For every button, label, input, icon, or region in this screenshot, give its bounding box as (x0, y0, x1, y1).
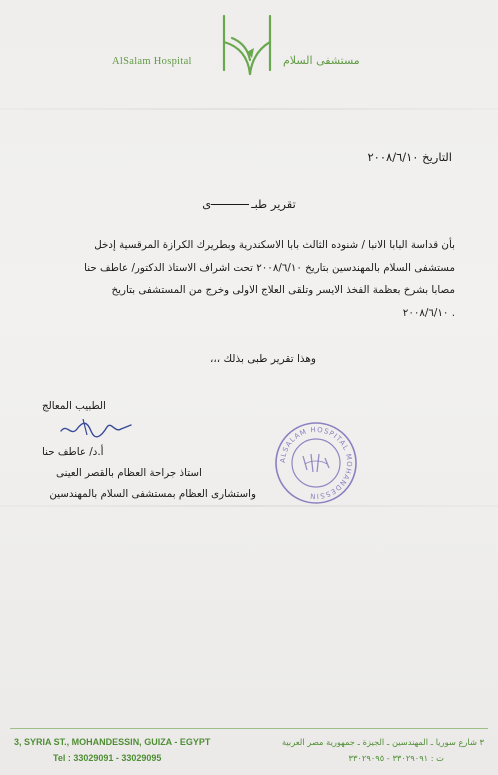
subject-text: تقرير طبـ (251, 197, 296, 211)
letter-body (40, 234, 455, 324)
hospital-name-ar: مستشفى السلام (283, 54, 360, 67)
body-line: . ٢٠٠٨/٦/١٠ (402, 306, 455, 319)
handwritten-signature (57, 413, 137, 443)
signatory-title: الطبيب المعالج (42, 400, 106, 412)
subject-tail: ى (202, 197, 212, 211)
body-line: مستشفى السلام بالمهندسين بتاريخ ٢٠٠٨/٦/١٠ تحت اشراف الاستاذ الدكتور/ عاطف حنا (84, 261, 455, 274)
footer-address-ar: ٣ شارع سوريا ـ المهندسين ـ الجيزة ـ جمهورية مصر العربية (281, 737, 484, 747)
footer-address-en: 3, SYRIA ST., MOHANDESSIN, GUIZA - EGYPT (14, 737, 211, 747)
hospital-name-en: AlSalam Hospital (112, 56, 192, 67)
footer-phone-ar: ت : ٣٣٠٢٩٠٩١ - ٣٣٠٢٩٠٩٥ (348, 753, 444, 763)
letter-subject (0, 197, 498, 211)
signatory-position-2: واستشارى العظام بمستشفى السلام بالمهندسين (49, 488, 256, 500)
letter-date: التاريخ ٢٠٠٨/٦/١٠ (367, 150, 452, 164)
body-line: مصابا بشرخ بعظمة الفخذ الايسر وتلقى العلاج الاولى وخرج من المستشفى بتاريخ (111, 284, 455, 296)
paper-fold (0, 108, 498, 110)
body-line: بأن قداسة البابا الانبا / شنوده الثالث بابا الاسكندرية وبطريرك الكرازة المرقسية إدخل (94, 239, 455, 251)
hospital-logo-icon (210, 12, 288, 82)
footer-divider (10, 728, 488, 729)
footer-phone-en: Tel : 33029091 - 33029095 (53, 753, 162, 763)
signatory-name: أ.د/ عاطف حنا (42, 446, 104, 458)
signatory-position-1: استاذ جراحة العظام بالقصر العينى (56, 467, 202, 479)
svg-text:ALSALAM HOSPITAL MOHANDESSIN: ALSALAM HOSPITAL MOHANDESSIN (278, 425, 354, 501)
letter-closing: وهذا تقرير طبى بذلك ،،، (209, 353, 316, 365)
subject-kashida (211, 204, 249, 205)
paper-fold (0, 505, 498, 507)
hospital-seal-stamp (273, 420, 359, 506)
